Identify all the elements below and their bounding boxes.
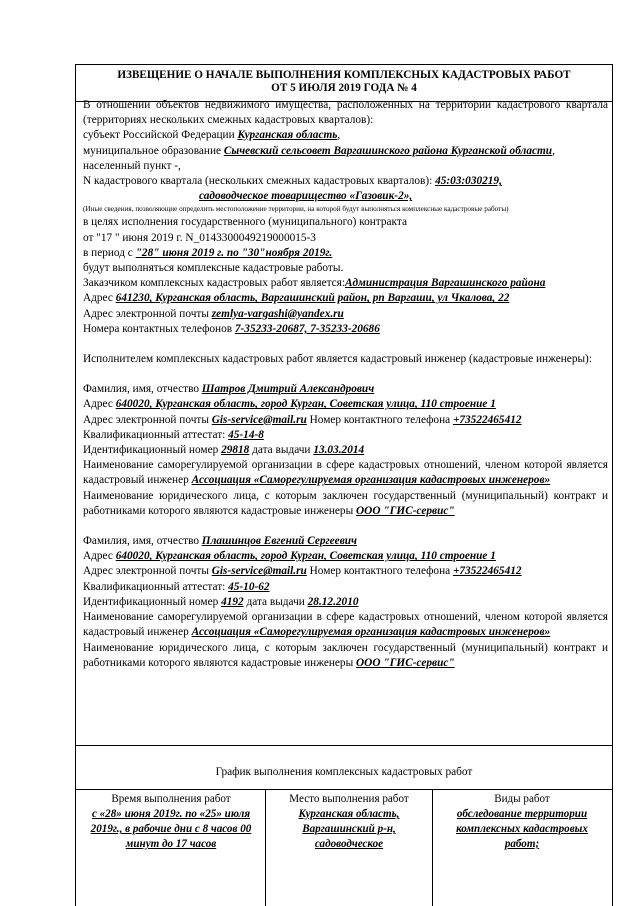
title-line-2: ОТ 5 ИЮЛЯ 2019 ГОДА № 4 — [271, 82, 417, 94]
engineer-legal-line: Наименование юридического лица, с которым заключен государственный (муниципальный) контракт и работниками которого являются кадастровые инженеры ООО "ГИС-сервис" — [83, 641, 608, 669]
engineer-issue-date: 13.03.2014 — [313, 444, 365, 457]
engineer-id-line: Идентификационный номер 29818 дата выдачи 13.03.2014 — [83, 444, 365, 457]
engineer-legal: ООО "ГИС-сервис" — [356, 504, 455, 517]
engineer-cert: 45-10-62 — [228, 580, 270, 593]
engineer-sro-line: Наименование саморегулируемой организации в сфере кадастровых отношений, членом которой является кадастровый инженер Ассоциация «Саморегулируемая организация кадастровых инженеров» — [83, 611, 608, 639]
engineer-legal-line: Наименование юридического лица, с которым заключен государственный (муниципальный) контракт и работниками которого являются кадастровые инженеры ООО "ГИС-сервис" — [83, 489, 608, 517]
customer-line: Заказчиком комплексных кадастровых работ является:Администрация Варгашинского района — [83, 277, 546, 290]
customer-address: 641230, Курганская область, Варгашинский район, рп Варгаши, ул Чкалова, 22 — [115, 292, 510, 305]
intro-text: В отношении объектов недвижимого имущества, расположенных на территории кадастрового квартала (территориях нескольких смежных кадастровых кварталов): — [83, 99, 608, 127]
customer-phones: 7-35233-20687, 7-35233-20686 — [234, 322, 380, 335]
engineer-cert-line: Квалификационный аттестат: 45-14-8 — [83, 428, 264, 441]
customer-email: zemlya-vargashi@yandex.ru — [211, 307, 344, 320]
schedule-col-kind — [438, 792, 606, 852]
col-time-header: Время выполнения работ — [111, 793, 231, 805]
engineer-cert-line: Квалификационный аттестат: 45-10-62 — [83, 580, 270, 593]
engineer-fio-line: Фамилия, имя, отчество Плашинцов Евгений Сергеевич — [83, 535, 357, 548]
engineer-address-line: Адрес 640020, Курганская область, город Курган, Советская улица, 110 строение 1 — [83, 550, 496, 563]
quarter-value-2: садоводческое товарищество «Газовик-2», — [199, 190, 413, 203]
schedule-title: График выполнения комплексных кадастровых работ — [215, 766, 473, 778]
engineer-address: 640020, Курганская область, город Курган, Советская улица, 110 строение 1 — [115, 550, 496, 563]
engineer-contacts-line: Адрес электронной почты Gis-service@mail.ru Номер контактного телефона +73522465412 — [83, 413, 522, 426]
location-note: (Иные сведения, позволяющие определить местоположение территории, на которой будут выполняться комплексные кадастровые работы) — [83, 205, 509, 214]
engineer-legal: ООО "ГИС-сервис" — [356, 656, 455, 669]
schedule-col-time — [84, 792, 258, 852]
engineer-block-1 — [83, 382, 608, 519]
title-line-1: ИЗВЕЩЕНИЕ О НАЧАЛЕ ВЫПОЛНЕНИЯ КОМПЛЕКСНЫХ КАДАСТРОВЫХ РАБОТ — [117, 69, 571, 81]
notice-table — [75, 64, 613, 906]
engineer-email: Gis-service@mail.ru — [211, 413, 307, 426]
engineer-phone: +73522465412 — [452, 413, 522, 426]
engineer-email: Gis-service@mail.ru — [211, 565, 307, 578]
column-divider — [432, 789, 433, 906]
engineer-address: 640020, Курганская область, город Курган, Советская улица, 110 строение 1 — [115, 398, 496, 411]
customer-address-line: Адрес 641230, Курганская область, Варгашинский район, рп Варгаши, ул Чкалова, 22 — [83, 292, 510, 305]
schedule-divider — [76, 745, 612, 746]
notice-title — [76, 69, 612, 95]
notice-body — [83, 98, 608, 671]
engineer-address-line: Адрес 640020, Курганская область, город Курган, Советская улица, 110 строение 1 — [83, 398, 496, 411]
engineer-contacts-line: Адрес электронной почты Gis-service@mail.ru Номер контактного телефона +73522465412 — [83, 565, 522, 578]
engineer-issue-date: 28.12.2010 — [307, 595, 359, 608]
engineer-fio-line: Фамилия, имя, отчество Шатров Дмитрий Александрович — [83, 383, 375, 396]
engineer-phone: +73522465412 — [452, 565, 522, 578]
contract-text: в целях исполнения государственного (муниципального) контракта — [83, 216, 407, 229]
engineer-idnum: 29818 — [221, 444, 250, 457]
engineer-fio: Шатров Дмитрий Александрович — [201, 383, 375, 396]
engineer-sro-line: Наименование саморегулируемой организации в сфере кадастровых отношений, членом которой является кадастровый инженер Ассоциация «Саморегулируемая организация кадастровых инженеров» — [83, 459, 608, 487]
settlement-line: населенный пункт -, — [83, 159, 181, 172]
engineer-sro: Ассоциация «Саморегулируемая организация кадастровых инженеров» — [191, 474, 551, 487]
column-divider — [265, 789, 266, 906]
engineer-sro: Ассоциация «Саморегулируемая организация кадастровых инженеров» — [191, 626, 551, 639]
schedule-header-divider — [76, 789, 612, 790]
quarter-line: N кадастрового квартала (нескольких смежных кадастровых кварталов): 45:03:030219, — [83, 175, 502, 188]
col-place-header: Место выполнения работ — [289, 793, 409, 805]
period-line: в период с "28" июня 2019 г. по "30"ноября 2019г. — [83, 246, 333, 259]
engineer-idnum: 4192 — [221, 595, 244, 608]
engineer-id-line: Идентификационный номер 4192 дата выдачи 28.12.2010 — [83, 595, 359, 608]
subject-line: субъект Российской Федерации Курганская область, — [83, 129, 341, 142]
contract-line: от "17 " июня 2019 г. N_0143300049219000015-3 — [83, 231, 316, 244]
schedule-col-place — [270, 792, 428, 852]
works-line: будут выполняться комплексные кадастровые работы. — [83, 262, 344, 275]
col-kind-header: Виды работ — [494, 793, 550, 805]
customer-name: Администрация Варгашинского района — [345, 277, 546, 290]
executor-intro: Исполнителем комплексных кадастровых работ является кадастровый инженер (кадастровые инженеры): — [83, 353, 592, 366]
period-value: "28" июня 2019 г. по "30"ноября 2019г. — [135, 246, 333, 259]
municipal-value: Сычевский сельсовет Варгашинского района Курганской области — [223, 144, 553, 157]
quarter-value: 45:03:030219, — [435, 175, 502, 188]
engineer-cert: 45-14-8 — [228, 428, 264, 441]
col-kind-value: обследование территории комплексных кадастровых работ; — [456, 808, 588, 850]
col-place-value: Курганская область, Варгашинский р-н, садоводческое — [298, 808, 400, 850]
quarter-line-2 — [83, 189, 608, 204]
col-time-value: с «28» июня 2019г. по «25» июля 2019г., в рабочие дни с 8 часов 00 минут до 17 часов — [90, 808, 252, 850]
customer-phones-line: Номера контактных телефонов 7-35233-20687, 7-35233-20686 — [83, 322, 380, 335]
customer-email-line: Адрес электронной почты zemlya-vargashi@yandex.ru — [83, 307, 344, 320]
municipal-line: муниципальное образование Сычевский сельсовет Варгашинского района Курганской области, — [83, 144, 555, 157]
engineer-fio: Плашинцов Евгений Сергеевич — [201, 535, 357, 548]
subject-value: Курганская область — [237, 129, 338, 142]
engineer-block-2 — [83, 534, 608, 671]
